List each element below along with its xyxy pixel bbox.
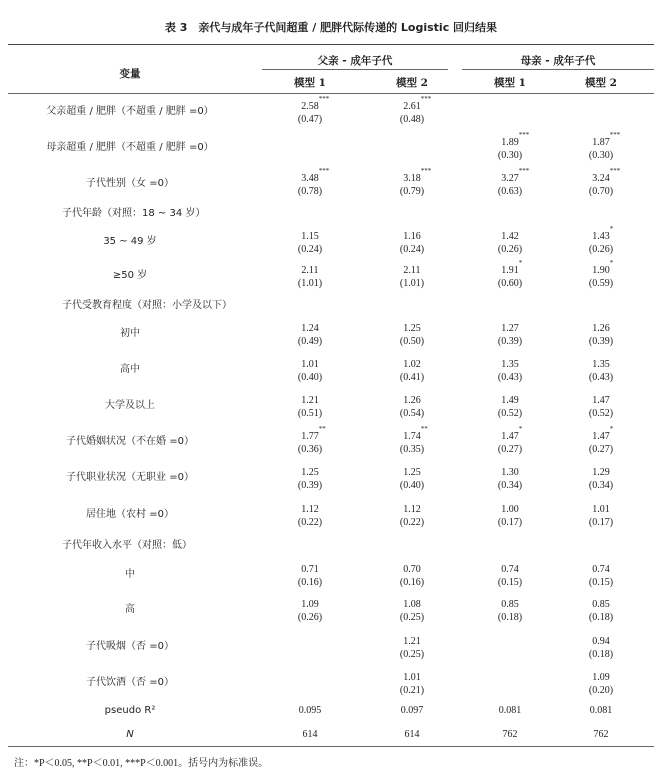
coef-value: 1.12	[403, 504, 421, 515]
coef-value: 1.01	[403, 672, 421, 683]
standard-error: (0.16)	[297, 577, 323, 588]
standard-error: (0.39)	[497, 336, 523, 347]
standard-error: (1.01)	[399, 278, 425, 289]
row-label: 35 ~ 49 岁	[103, 236, 157, 247]
coef-cell	[470, 563, 550, 589]
variable-header: 变量	[119, 68, 141, 80]
row-group-label: 子代年收入水平（对照：低）	[62, 540, 192, 551]
significance-stars: **	[318, 425, 326, 433]
standard-error: (0.43)	[588, 372, 614, 383]
coef-cell	[372, 503, 452, 529]
coef-value: 1.35	[592, 359, 610, 370]
standard-error: (0.21)	[399, 685, 425, 696]
row-group-label: 子代年龄（对照：18 ~ 34 岁）	[62, 208, 206, 219]
standard-error: (0.30)	[497, 150, 523, 161]
coef-cell	[372, 95, 452, 126]
row-group-label: 子代受教育程度（对照：小学及以下）	[62, 300, 232, 311]
standard-error: (0.34)	[497, 480, 523, 491]
coef-value: 1.16	[403, 231, 421, 242]
coef-value: 0.74	[501, 564, 519, 575]
coef-value: 3.48	[301, 173, 319, 184]
father-group-underline	[262, 69, 448, 70]
coef-value: 1.12	[301, 504, 319, 515]
coef-value: 0.74	[592, 564, 610, 575]
coef-cell	[470, 230, 550, 256]
significance-stars: ***	[518, 167, 530, 175]
coef-value: 1.27	[501, 323, 519, 334]
coef-cell	[470, 704, 550, 717]
mother-model2-header: 模型 2	[585, 77, 617, 89]
significance-stars: *	[518, 259, 523, 267]
coef-value: 2.61	[403, 101, 421, 112]
coef-cell	[470, 425, 550, 456]
coef-value: 762	[593, 729, 609, 740]
significance-stars: ***	[518, 131, 530, 139]
coef-cell	[270, 728, 350, 741]
standard-error: (0.25)	[399, 649, 425, 660]
coef-value: 3.24	[592, 173, 610, 184]
standard-error: (0.26)	[588, 244, 614, 255]
standard-error: (0.49)	[297, 336, 323, 347]
coef-value: 0.097	[400, 705, 424, 716]
standard-error: (0.24)	[399, 244, 425, 255]
coef-cell	[561, 598, 641, 624]
coef-value: 1.91	[501, 265, 519, 276]
standard-error: (0.22)	[399, 517, 425, 528]
row-label: N	[126, 729, 134, 740]
coef-cell	[372, 563, 452, 589]
row-label: 子代职业状况（无职业 =0）	[66, 472, 194, 483]
row-label: 高中	[120, 364, 140, 375]
significance-stars: ***	[420, 167, 432, 175]
row-label: pseudo R²	[104, 705, 156, 716]
coef-cell	[270, 394, 350, 420]
significance-stars: *	[518, 425, 523, 433]
coef-cell	[270, 425, 350, 456]
coef-value: 1.21	[403, 636, 421, 647]
coef-value: 0.85	[592, 599, 610, 610]
significance-stars: ***	[420, 95, 432, 103]
coef-cell	[561, 671, 641, 697]
standard-error: (0.27)	[497, 444, 523, 455]
coef-value: 1.47	[501, 431, 519, 442]
standard-error: (0.40)	[399, 480, 425, 491]
table-note: 注：*P＜0.05, **P＜0.01, ***P＜0.001。括号内为标准误。	[14, 758, 269, 769]
coef-value: 0.095	[298, 705, 322, 716]
standard-error: (0.26)	[497, 244, 523, 255]
coef-value: 1.29	[592, 467, 610, 478]
row-label: 子代性别（女 =0）	[86, 178, 174, 189]
row-label: 居住地（农村 =0）	[86, 509, 174, 520]
coef-cell	[270, 704, 350, 717]
standard-error: (0.63)	[497, 186, 523, 197]
coef-cell	[372, 264, 452, 290]
coef-value: 1.35	[501, 359, 519, 370]
coef-value: 1.30	[501, 467, 519, 478]
coef-cell	[561, 728, 641, 741]
coef-cell	[372, 358, 452, 384]
standard-error: (0.18)	[588, 612, 614, 623]
father-model1-header: 模型 1	[294, 77, 326, 89]
coef-value: 0.94	[592, 636, 610, 647]
coef-cell	[561, 563, 641, 589]
coef-value: 1.25	[301, 467, 319, 478]
coef-cell	[372, 728, 452, 741]
coef-value: 1.74	[403, 431, 421, 442]
table-title: 表 3 亲代与成年子代间超重 / 肥胖代际传递的 Logistic 回归结果	[164, 21, 498, 34]
coef-value: 1.47	[592, 395, 610, 406]
coef-cell	[561, 466, 641, 492]
standard-error: (0.47)	[297, 114, 323, 125]
coef-value: 0.70	[403, 564, 421, 575]
standard-error: (0.20)	[588, 685, 614, 696]
coef-cell	[561, 259, 641, 290]
coef-value: 1.90	[592, 265, 610, 276]
father-model2-header: 模型 2	[396, 77, 428, 89]
significance-stars: ***	[609, 167, 621, 175]
standard-error: (0.70)	[588, 186, 614, 197]
coef-value: 614	[302, 729, 318, 740]
coef-value: 1.15	[301, 231, 319, 242]
coef-cell	[561, 635, 641, 661]
coef-cell	[372, 671, 452, 697]
standard-error: (0.52)	[588, 408, 614, 419]
coef-value: 2.11	[301, 265, 319, 276]
coef-value: 1.25	[403, 467, 421, 478]
coef-value: 1.09	[301, 599, 319, 610]
coef-cell	[372, 635, 452, 661]
header-rule	[8, 93, 654, 94]
row-label: 中	[125, 569, 135, 580]
standard-error: (0.22)	[297, 517, 323, 528]
significance-stars: **	[420, 425, 428, 433]
coef-value: 0.081	[589, 705, 613, 716]
row-label: 大学及以上	[105, 400, 155, 411]
standard-error: (0.26)	[297, 612, 323, 623]
row-label: ≥50 岁	[112, 270, 148, 281]
coef-cell	[561, 322, 641, 348]
coef-value: 0.85	[501, 599, 519, 610]
coef-cell	[561, 167, 641, 198]
standard-error: (0.30)	[588, 150, 614, 161]
significance-stars: ***	[318, 95, 330, 103]
standard-error: (0.17)	[497, 517, 523, 528]
coef-value: 1.42	[501, 231, 519, 242]
coef-value: 3.27	[501, 173, 519, 184]
coef-cell	[372, 230, 452, 256]
coef-value: 1.47	[592, 431, 610, 442]
standard-error: (0.78)	[297, 186, 323, 197]
coef-cell	[470, 598, 550, 624]
coef-value: 2.58	[301, 101, 319, 112]
coef-value: 1.26	[592, 323, 610, 334]
row-label: 初中	[120, 328, 140, 339]
coef-cell	[270, 598, 350, 624]
standard-error: (0.35)	[399, 444, 425, 455]
standard-error: (0.25)	[399, 612, 425, 623]
coef-value: 2.11	[403, 265, 421, 276]
row-label: 母亲超重 / 肥胖（不超重 / 肥胖 =0）	[46, 142, 214, 153]
coef-value: 1.21	[301, 395, 319, 406]
coef-cell	[561, 131, 641, 162]
coef-cell	[470, 466, 550, 492]
coef-cell	[470, 394, 550, 420]
coef-cell	[372, 394, 452, 420]
bottom-rule	[8, 746, 654, 747]
standard-error: (0.59)	[588, 278, 614, 289]
coef-cell	[372, 466, 452, 492]
coef-value: 1.77	[301, 431, 319, 442]
coef-value: 0.081	[498, 705, 522, 716]
coef-cell	[270, 563, 350, 589]
top-rule	[8, 44, 654, 45]
coef-value: 1.87	[592, 137, 610, 148]
coef-value: 1.08	[403, 599, 421, 610]
coef-cell	[270, 466, 350, 492]
standard-error: (0.16)	[399, 577, 425, 588]
standard-error: (0.18)	[497, 612, 523, 623]
coef-value: 1.00	[501, 504, 519, 515]
coef-value: 1.01	[301, 359, 319, 370]
coef-value: 1.26	[403, 395, 421, 406]
significance-stars: ***	[609, 131, 621, 139]
standard-error: (0.34)	[588, 480, 614, 491]
coef-cell	[561, 358, 641, 384]
standard-error: (0.54)	[399, 408, 425, 419]
father-group-header: 父亲 - 成年子代	[317, 55, 393, 67]
coef-value: 1.89	[501, 137, 519, 148]
standard-error: (0.18)	[588, 649, 614, 660]
row-label: 高	[125, 604, 135, 615]
coef-cell	[470, 322, 550, 348]
coef-cell	[270, 95, 350, 126]
coef-value: 1.02	[403, 359, 421, 370]
standard-error: (0.39)	[297, 480, 323, 491]
standard-error: (0.79)	[399, 186, 425, 197]
coef-cell	[561, 425, 641, 456]
standard-error: (0.41)	[399, 372, 425, 383]
standard-error: (0.39)	[588, 336, 614, 347]
standard-error: (0.60)	[497, 278, 523, 289]
coef-cell	[372, 425, 452, 456]
row-label: 子代吸烟（否 =0）	[86, 641, 174, 652]
coef-cell	[270, 264, 350, 290]
coef-value: 1.25	[403, 323, 421, 334]
standard-error: (0.50)	[399, 336, 425, 347]
coef-cell	[470, 728, 550, 741]
standard-error: (0.15)	[497, 577, 523, 588]
coef-value: 3.18	[403, 173, 421, 184]
standard-error: (0.15)	[588, 577, 614, 588]
coef-cell	[561, 394, 641, 420]
coef-value: 1.01	[592, 504, 610, 515]
mother-model1-header: 模型 1	[494, 77, 526, 89]
coef-value: 1.49	[501, 395, 519, 406]
row-label: 子代饮酒（否 =0）	[86, 677, 174, 688]
coef-value: 762	[502, 729, 518, 740]
mother-group-underline	[462, 69, 654, 70]
row-label: 子代婚姻状况（不在婚 =0）	[66, 436, 194, 447]
significance-stars: *	[609, 259, 614, 267]
coef-cell	[372, 704, 452, 717]
coef-cell	[470, 358, 550, 384]
coef-cell	[372, 598, 452, 624]
significance-stars: ***	[318, 167, 330, 175]
standard-error: (0.17)	[588, 517, 614, 528]
coef-cell	[561, 503, 641, 529]
standard-error: (0.24)	[297, 244, 323, 255]
mother-group-header: 母亲 - 成年子代	[520, 55, 596, 67]
significance-stars: *	[609, 425, 614, 433]
row-label: 父亲超重 / 肥胖（不超重 / 肥胖 =0）	[46, 106, 214, 117]
coef-cell	[470, 131, 550, 162]
standard-error: (0.51)	[297, 408, 323, 419]
coef-cell	[470, 167, 550, 198]
standard-error: (0.27)	[588, 444, 614, 455]
coef-cell	[470, 259, 550, 290]
coef-value: 0.71	[301, 564, 319, 575]
standard-error: (0.48)	[399, 114, 425, 125]
coef-cell	[270, 358, 350, 384]
coef-cell	[561, 225, 641, 256]
coef-cell	[372, 167, 452, 198]
coef-value: 614	[404, 729, 420, 740]
coef-cell	[270, 167, 350, 198]
coef-cell	[270, 230, 350, 256]
standard-error: (0.36)	[297, 444, 323, 455]
standard-error: (1.01)	[297, 278, 323, 289]
coef-cell	[270, 322, 350, 348]
standard-error: (0.52)	[497, 408, 523, 419]
standard-error: (0.40)	[297, 372, 323, 383]
coef-cell	[270, 503, 350, 529]
coef-value: 1.43	[592, 231, 610, 242]
coef-value: 1.09	[592, 672, 610, 683]
coef-cell	[372, 322, 452, 348]
significance-stars: *	[609, 225, 614, 233]
coef-cell	[561, 704, 641, 717]
standard-error: (0.43)	[497, 372, 523, 383]
coef-cell	[470, 503, 550, 529]
coef-value: 1.24	[301, 323, 319, 334]
